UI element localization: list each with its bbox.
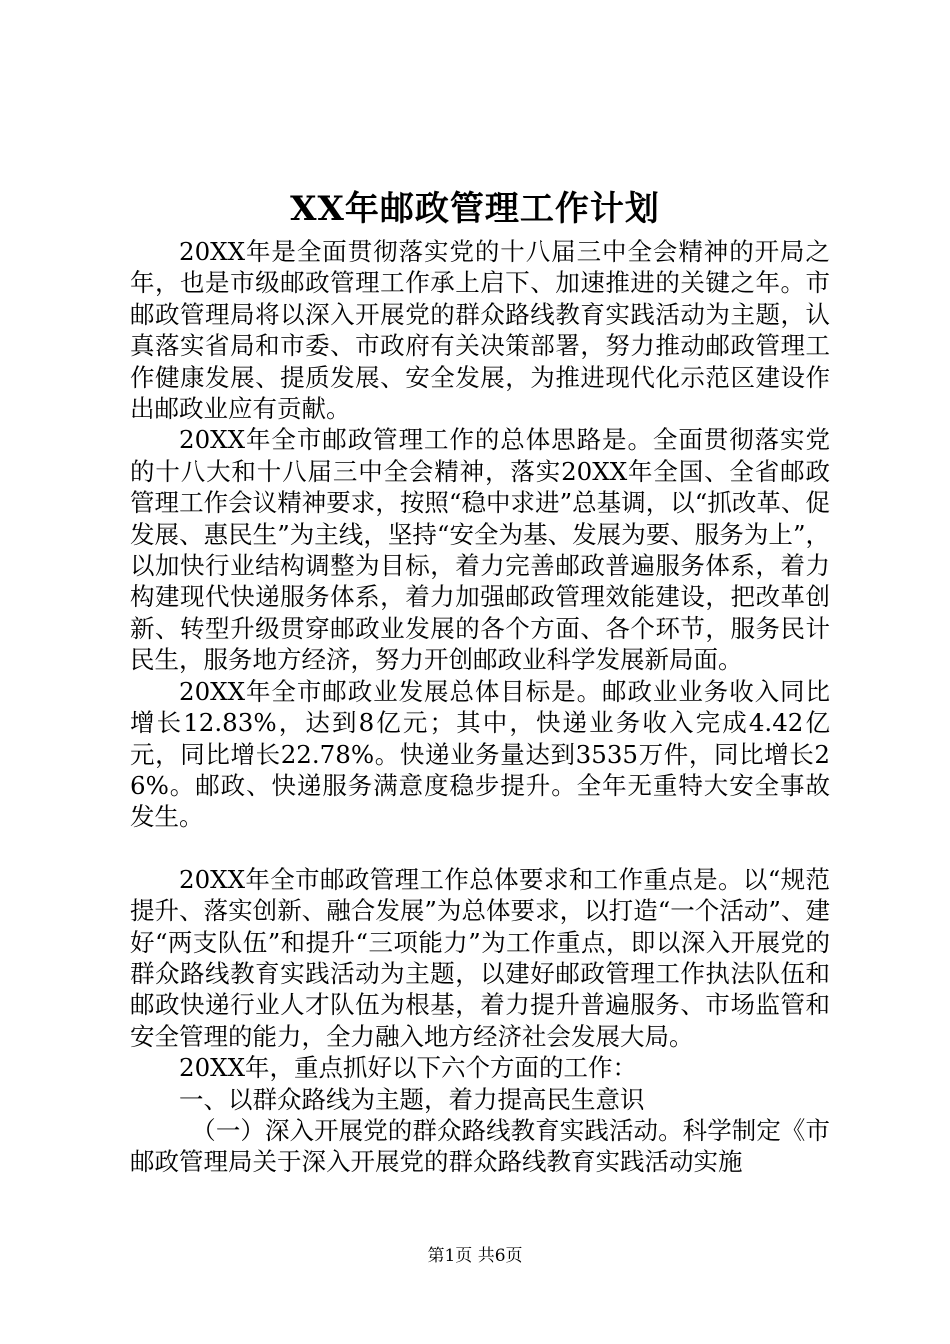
paragraph-development-goals: 20XX年全市邮政业发展总体目标是。邮政业业务收入同比增长12.83%，达到8亿元；其中，快递业务收入完成4.42亿元，同比增长22.78%。快递业务量达到3535万件，同比增长26%。邮政、快递服务满意度稳步提升。全年无重特大安全事故发生。 [130,676,830,832]
subsection-1-1: （一）深入开展党的群众路线教育实践活动。科学制定《市邮政管理局关于深入开展党的群众路线教育实践活动实施 [130,1115,830,1177]
paragraph-overall-approach: 20XX年全市邮政管理工作的总体思路是。全面贯彻落实党的十八大和十八届三中全会精神，落实20XX年全国、全省邮政管理工作会议精神要求，按照“稳中求进”总基调，以“抓改革、促发展、惠民生”为主线，坚持“安全为基、发展为要、服务为上”，以加快行业结构调整为目标，着力完善邮政普遍服务体系，着力构建现代快递服务体系，着力加强邮政管理效能建设，把改革创新、转型升级贯穿邮政业发展的各个方面、各个环节，服务民计民生，服务地方经济，努力开创邮政业科学发展新局面。 [130,425,830,675]
document-title: XX年邮政管理工作计划 [290,189,660,229]
paragraph-intro: 20XX年是全面贯彻落实党的十八届三中全会精神的开局之年，也是市级邮政管理工作承上启下、加速推进的关键之年。市邮政管理局将以深入开展党的群众路线教育实践活动为主题，认真落实省局和市委、市政府有关决策部署，努力推动邮政管理工作健康发展、提质发展、安全发展，为推进现代化示范区建设作出邮政业应有贡献。 [130,237,830,424]
paragraph-work-priorities: 20XX年全市邮政管理工作总体要求和工作重点是。以“规范提升、落实创新、融合发展”为总体要求，以打造“一个活动”、建好“两支队伍”和提升“三项能力”为工作重点，即以深入开展党的群众路线教育实践活动为主题，以建好邮政管理工作执法队伍和邮政快递行业人才队伍为根基，着力提升普遍服务、市场监管和安全管理的能力，全力融入地方经济社会发展大局。 [130,864,830,1051]
page-number: 第1页 共6页 [427,1246,523,1266]
paragraph-six-aspects: 20XX年，重点抓好以下六个方面的工作： [179,1053,638,1083]
section-heading-1: 一、以群众路线为主题，着力提高民生意识 [179,1084,645,1114]
document-body [130,236,830,1178]
